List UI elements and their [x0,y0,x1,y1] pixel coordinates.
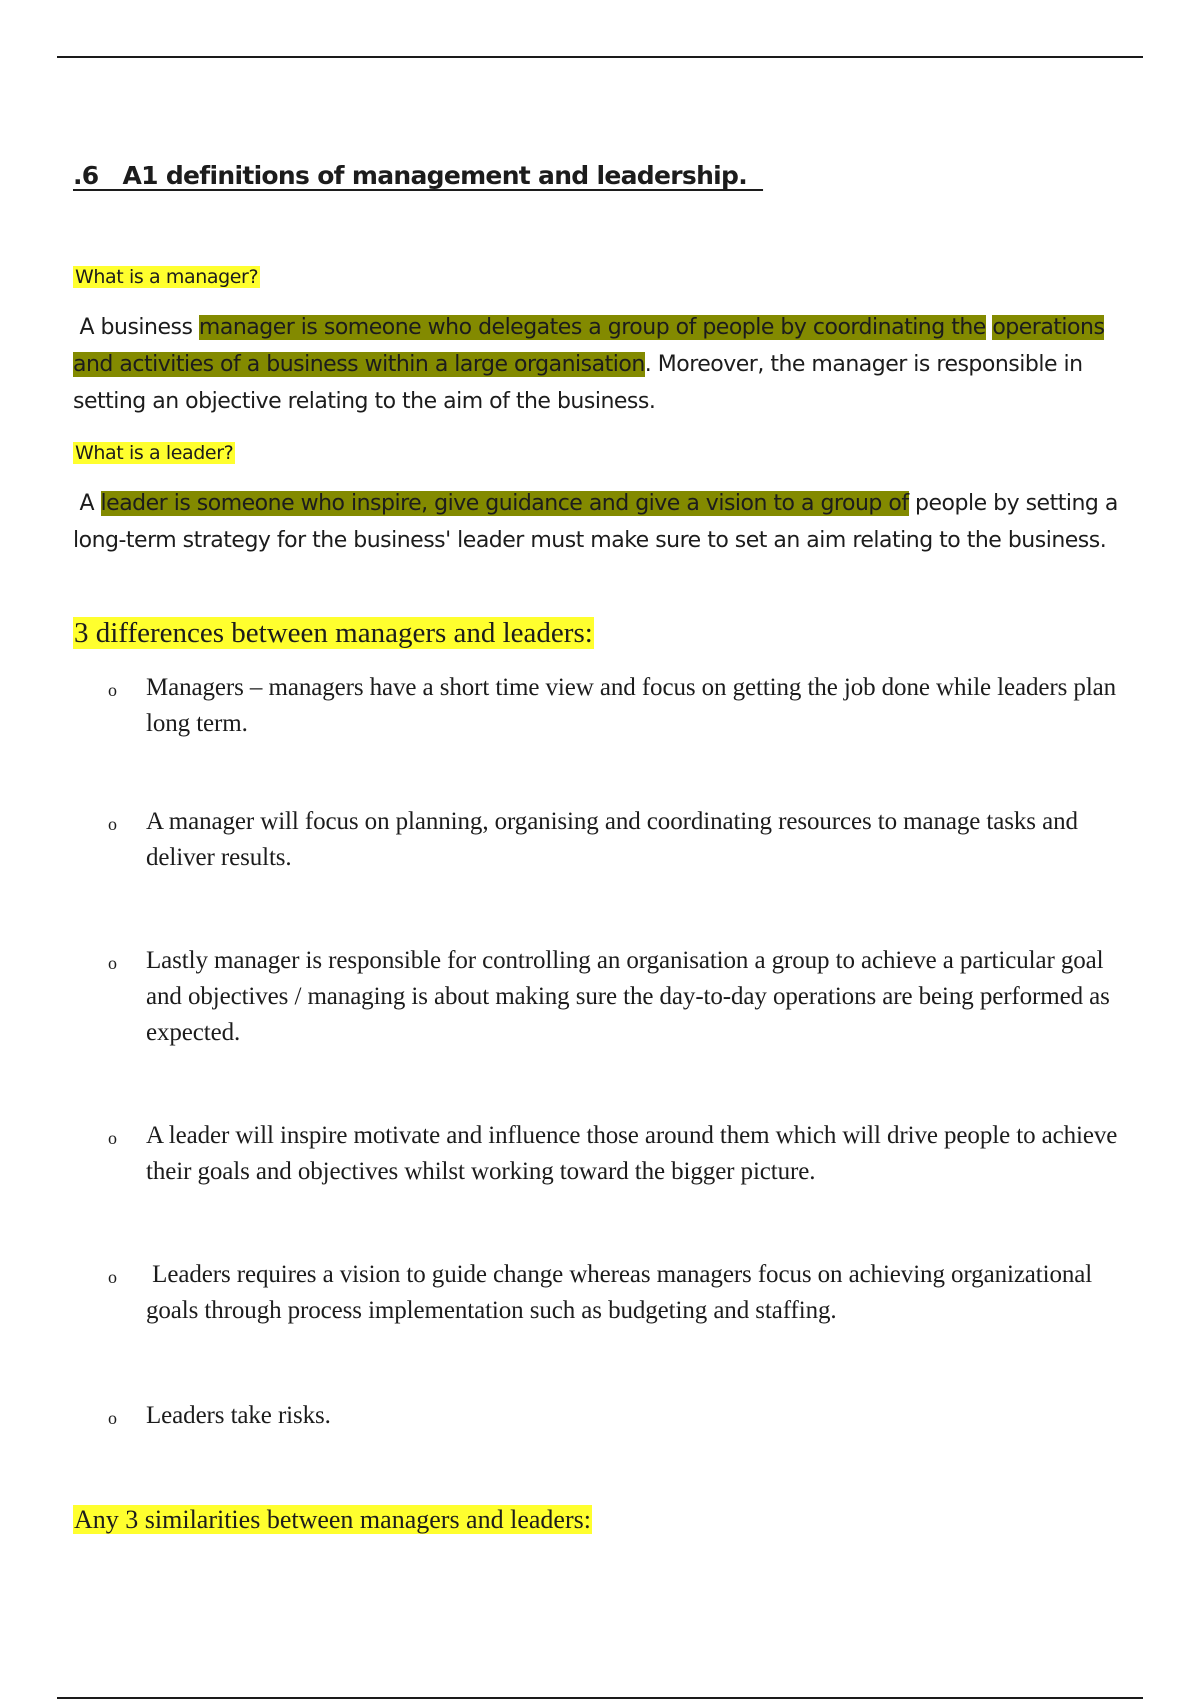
answer-leader [73,485,1123,559]
list-item [108,943,1138,1051]
question-manager-text: What is a manager? [75,266,259,288]
question-manager [73,263,260,291]
bullet-circle-icon: o [108,953,117,973]
list-item [108,1118,1138,1190]
list-item [108,1398,1138,1436]
list-item-text: A leader will inspire motivate and influence those around them which will drive people to achieve their goals and objectives whilst working toward the bigger picture. [146,1122,1118,1185]
answer-manager-rest: . Moreover, the manager is responsible in setting an objective relating to the aim of the business. [73,352,1083,414]
answer-manager-highlight-1: manager is someone who delegates a group of people by coordinating the [198,315,986,340]
answer-manager-highlight-2: operations and activities of a business within a large organisation [73,315,1105,377]
differences-heading [73,614,594,652]
list-item-text: Lastly manager is responsible for controlling an organisation a group to achieve a particular goal and objectives / managing is about making sure the day-to-day operations are being performed as expected. [146,947,1110,1046]
bullet-circle-icon: o [108,1408,117,1428]
question-leader-text: What is a leader? [75,442,234,464]
differences-heading-text: 3 differences between managers and leaders: [74,617,593,649]
bullet-circle-icon: o [108,1128,117,1148]
list-item-text: Leaders requires a vision to guide change whereas managers focus on achieving organizational goals through process implementation such as budgeting and staffing. [146,1261,1099,1324]
question-leader [73,439,235,467]
answer-manager-lead: A business [73,315,199,340]
list-item [108,670,1138,742]
bullet-circle-icon: o [108,814,117,834]
page-top-rule [57,56,1143,58]
similarities-heading-text: Any 3 similarities between managers and leaders: [74,1505,591,1534]
list-item-text: Leaders take risks. [146,1402,331,1429]
answer-leader-rest: people by setting a long-term strategy for the business' leader must make sure to set an aim relating to the business. [73,491,1118,553]
page-bottom-rule [57,1697,1143,1699]
bullet-circle-icon: o [108,1267,117,1287]
bullet-circle-icon: o [108,680,117,700]
list-item-text: Managers – managers have a short time view and focus on getting the job done while leaders plan long term. [146,674,1117,737]
list-item [108,1257,1138,1329]
similarities-heading [73,1501,592,1539]
answer-manager [73,309,1123,420]
list-item [108,804,1138,876]
page-title: .6 A1 definitions of management and leadership. [73,161,764,190]
answer-leader-lead: A [73,491,101,516]
answer-leader-highlight: leader is someone who inspire, give guidance and give a vision to a group of [100,491,909,516]
list-item-text: A manager will focus on planning, organising and coordinating resources to manage tasks and deliver results. [146,808,1078,871]
